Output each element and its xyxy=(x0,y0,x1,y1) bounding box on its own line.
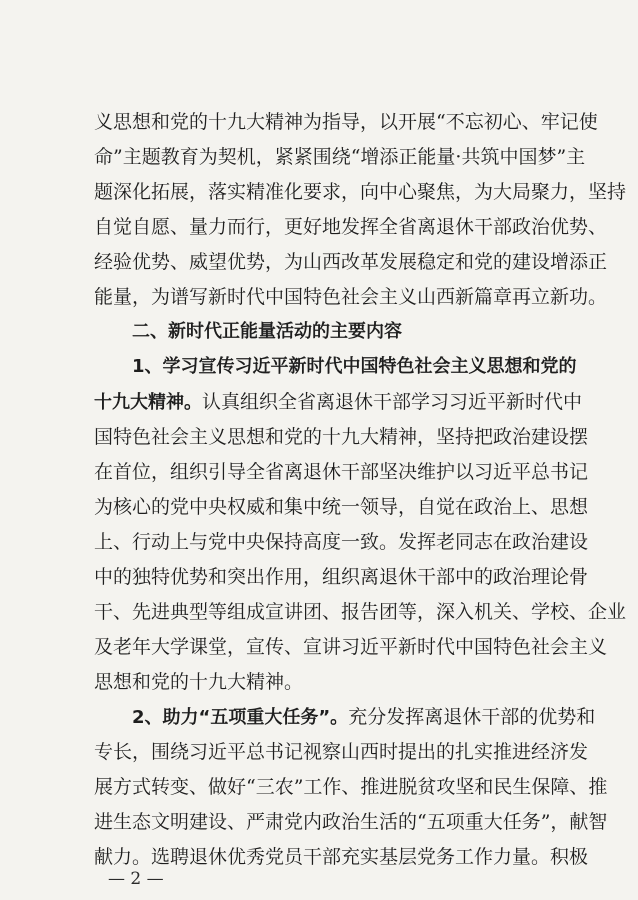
body-text-line: 及老年大学课堂，宣传、宣讲习近平新时代中国特色社会主义 xyxy=(94,636,608,658)
body-text-line: 题深化拓展，落实精准化要求，向中心聚焦，为大局聚力，坚持 xyxy=(94,181,627,203)
body-text-line: 能量，为谱写新时代中国特色社会主义山西新篇章再立新功。 xyxy=(94,286,608,308)
subsection-heading: 1、学习宣传习近平新时代中国特色社会主义思想和党的 xyxy=(132,356,577,377)
body-text-line: 专长，围绕习近平总书记视察山西时提出的扎实推进经济发 xyxy=(94,741,589,763)
body-text-line xyxy=(132,703,596,731)
body-text-line: 干、先进典型等组成宣讲团、报告团等，深入机关、学校、企业 xyxy=(94,601,627,623)
body-text-line: 在首位，组织引导全省离退休干部坚决维护以习近平总书记 xyxy=(94,461,589,483)
page-number: — 2 — xyxy=(108,869,164,889)
body-text-line: 展方式转变、做好“三农”工作、推进脱贫攻坚和民生保障、推 xyxy=(94,776,608,798)
body-text-line: 经验优势、威望优势，为山西改革发展稳定和党的建设增添正 xyxy=(94,251,608,273)
body-text-line: 进生态文明建设、严肃党内政治生活的“五项重大任务”，献智 xyxy=(94,811,608,833)
body-text-line: 自觉自愿、量力而行，更好地发挥全省离退休干部政治优势、 xyxy=(94,216,608,238)
body-text-line: 献力。选聘退休优秀党员干部充实基层党务工作力量。积极 xyxy=(94,846,589,868)
subsection-title-bold: 十九大精神。 xyxy=(94,392,202,413)
body-text-line: 义思想和党的十九大精神为指导，以开展“不忘初心、牢记使 xyxy=(94,111,598,133)
body-text-line: 为核心的党中央权威和集中统一领导，自觉在政治上、思想 xyxy=(94,496,589,518)
body-text-line: 中的独特优势和突出作用，组织离退休干部中的政治理论骨 xyxy=(94,566,589,588)
body-text-line: 命”主题教育为契机，紧紧围绕“增添正能量·共筑中国梦”主 xyxy=(94,146,586,168)
body-text-line: 国特色社会主义思想和党的十九大精神，坚持把政治建设摆 xyxy=(94,426,589,448)
body-text-line xyxy=(94,388,583,416)
body-text-run: 认真组织全省离退休干部学习习近平新时代中 xyxy=(202,391,583,413)
subsection-title-bold: 2、助力“五项重大任务”。 xyxy=(132,707,349,728)
section-heading: 二、新时代正能量活动的主要内容 xyxy=(132,321,402,342)
body-text-line: 思想和党的十九大精神。 xyxy=(94,671,304,693)
body-text-run: 充分发挥离退休干部的优势和 xyxy=(348,706,596,728)
body-text-line: 上、行动上与党中央保持高度一致。发挥老同志在政治建设 xyxy=(94,531,589,553)
